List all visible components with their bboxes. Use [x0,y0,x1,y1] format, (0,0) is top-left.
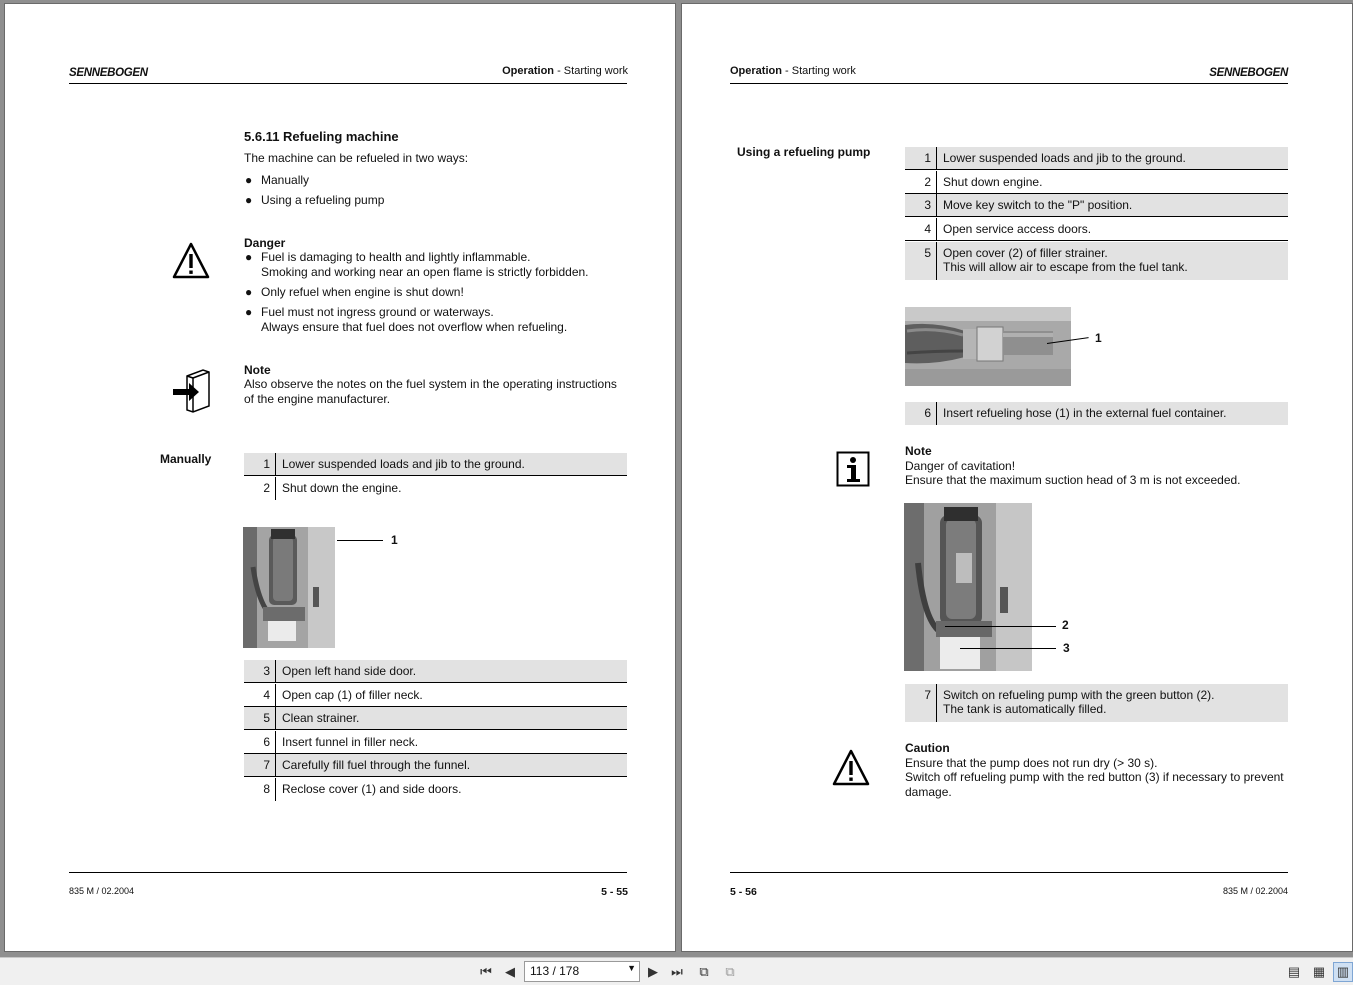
step-text: Lower suspended loads and jib to the ground. [943,151,1186,165]
book-arrow-icon [171,368,215,414]
callout-line [960,648,1056,649]
page-indicator: 113 / 178 [530,964,580,978]
page-selector[interactable] [524,961,640,982]
step-number: 3 [924,198,931,212]
caution-line: damage. [905,785,952,799]
table-row [905,242,1288,280]
step-number: 5 [924,246,931,260]
danger-item-line: Always ensure that fuel does not overflow when refueling. [261,320,568,334]
danger-item-line: Fuel is damaging to health and lightly inflammable. [261,250,531,264]
step-number: 1 [924,151,931,165]
step-number: 6 [924,406,931,420]
table-row [244,707,627,730]
callout-number: 1 [1095,331,1102,345]
footer-rule [730,872,1288,873]
callout-line [337,540,383,541]
caution-line: Switch off refueling pump with the red button (3) if necessary to prevent [905,770,1284,784]
table-row [905,218,1288,241]
refueling-pump-photo [904,503,1032,671]
refueling-hose-photo [905,307,1071,386]
step-text: Switch on refueling pump with the green button (2). [943,688,1215,702]
note-line: of the engine manufacturer. [244,392,391,406]
intro-text: The machine can be refueled in two ways: [244,151,469,165]
table-row [244,684,627,707]
header-section: Operation [502,65,555,77]
step-text: Open cap (1) of filler neck. [282,688,423,702]
step-text: Open left hand side door. [282,664,417,678]
note-line: Ensure that the maximum suction head of 3 m is not exceeded. [905,473,1241,487]
table-row [905,684,1288,722]
note-line: Also observe the notes on the fuel system in the operating instructions [244,377,617,391]
step-number: 7 [263,758,270,772]
table-row [905,147,1288,170]
step-text: Insert refueling hose (1) in the external fuel container. [943,406,1227,420]
step-text: Open service access doors. [943,222,1092,236]
page-number: 5 - 56 [730,886,757,898]
viewer-toolbar [0,957,1353,985]
table-row [244,754,627,777]
table-row [244,778,627,801]
document-page-right [681,3,1353,952]
last-page-button[interactable]: ⏭ [671,964,683,979]
table-row [905,402,1288,425]
table-row [244,731,627,754]
footer-rule [69,872,627,873]
page-header-title [502,65,628,77]
sennebogen-logo: SENNEBOGEN [1209,67,1288,79]
step-number: 1 [263,457,270,471]
callout-number: 2 [1062,618,1069,632]
caution-line: Ensure that the pump does not run dry (> 30 s). [905,756,1158,770]
warning-triangle-icon [171,241,211,281]
callout-number: 3 [1063,641,1070,655]
step-text: Move key switch to the "P" position. [943,198,1133,212]
footer-model: 835 M / 02.2004 [1222,886,1288,896]
callout-line [945,626,1056,627]
table-row [905,171,1288,194]
list-item-text: Manually [261,173,310,187]
first-page-button[interactable]: ⏮ [480,964,492,979]
step-text: Clean strainer. [282,711,360,725]
step-number: 2 [263,481,270,495]
step-text: Lower suspended loads and jib to the ground. [282,457,525,471]
note-line: Danger of cavitation! [905,459,1016,473]
table-row [244,477,627,500]
step-number: 7 [924,688,931,702]
step-text: Insert funnel in filler neck. [282,735,419,749]
next-page-button[interactable]: ▶ [648,964,658,979]
chevron-down-icon: ▼ [627,963,636,973]
danger-item-line: Fuel must not ingress ground or waterways. [261,305,494,319]
callout-number: 1 [391,533,398,547]
list-item-text: Using a refueling pump [261,193,385,207]
step-text: Shut down the engine. [282,481,402,495]
table-row [244,453,627,476]
forward-view-icon[interactable]: ⧉ [725,964,735,979]
table-row [905,194,1288,217]
step-text: Reclose cover (1) and side doors. [282,782,462,796]
back-view-icon[interactable]: ⧉ [699,964,709,979]
step-number: 2 [924,175,931,189]
step-number: 5 [263,711,270,725]
filler-neck-photo [243,527,335,648]
single-page-view-icon[interactable]: ▤ [1287,964,1301,979]
step-text: The tank is automatically filled. [943,702,1107,716]
section-title: 5.6.11 Refueling machine [244,129,399,144]
footer-model: 835 M / 02.2004 [69,886,135,896]
step-text: Shut down engine. [943,175,1043,189]
header-subsection: - Starting work [554,65,628,77]
document-page-left: SENNEBOGEN Operation - Starting work 5.6.11 Refueling machine The machine can be refueled in two ways: ● Manually ● Using a refueling pump Danger ● Fuel is damaging to health and lightly inflammable. Smoking and working near an open flame is strictly forbidden. ● Only refuel when engine is shut down! ● Fuel must not ingress ground or waterways. Always ensure that fuel does not overflow when refueling. Note Also observe the notes on the fuel system in the operating instructions of the engine manufacturer. Manually 1 Lower suspended loads and jib to the ground. 2 Shut down the engine. 1 3 Open left hand side door. 4 Open cap (1) of filler neck. 5 Clean strainer. 6 Insert funnel in filler neck. 7 Carefully fill fuel through the funnel. 8 Reclose cover (1) and side doors. 835 M / 02.2004 5 - 55 [4,3,676,952]
info-icon [836,451,870,487]
step-text: Carefully fill fuel through the funnel. [282,758,471,772]
caution-title: Caution [905,741,950,755]
header-subsection: - Starting work [781,65,856,77]
sennebogen-logo: SENNEBOGEN [69,67,148,79]
step-number: 8 [263,782,270,796]
danger-title: Danger [244,236,286,250]
previous-page-button[interactable]: ◀ [505,964,515,979]
two-page-view-icon[interactable]: ▥ [1333,962,1353,982]
step-number: 4 [263,688,270,702]
table-row [244,660,627,683]
step-text: Open cover (2) of filler strainer. [943,246,1108,260]
step-number: 4 [924,222,931,236]
continuous-view-icon[interactable]: ▦ [1312,964,1326,979]
pump-label: Using a refueling pump [737,145,871,159]
step-text: This will allow air to escape from the fuel tank. [943,260,1188,274]
note-title: Note [244,363,271,377]
step-number: 3 [263,664,270,678]
warning-triangle-icon [831,748,871,788]
page-number: 5 - 55 [601,886,628,898]
page-header-title [730,65,856,77]
manually-label: Manually [160,452,212,466]
header-rule [730,83,1288,84]
step-number: 6 [263,735,270,749]
header-rule [69,83,627,84]
danger-item-line: Smoking and working near an open flame is strictly forbidden. [261,265,589,279]
danger-item-line: Only refuel when engine is shut down! [261,285,464,299]
header-section: Operation [730,65,782,77]
note-title: Note [905,444,932,458]
